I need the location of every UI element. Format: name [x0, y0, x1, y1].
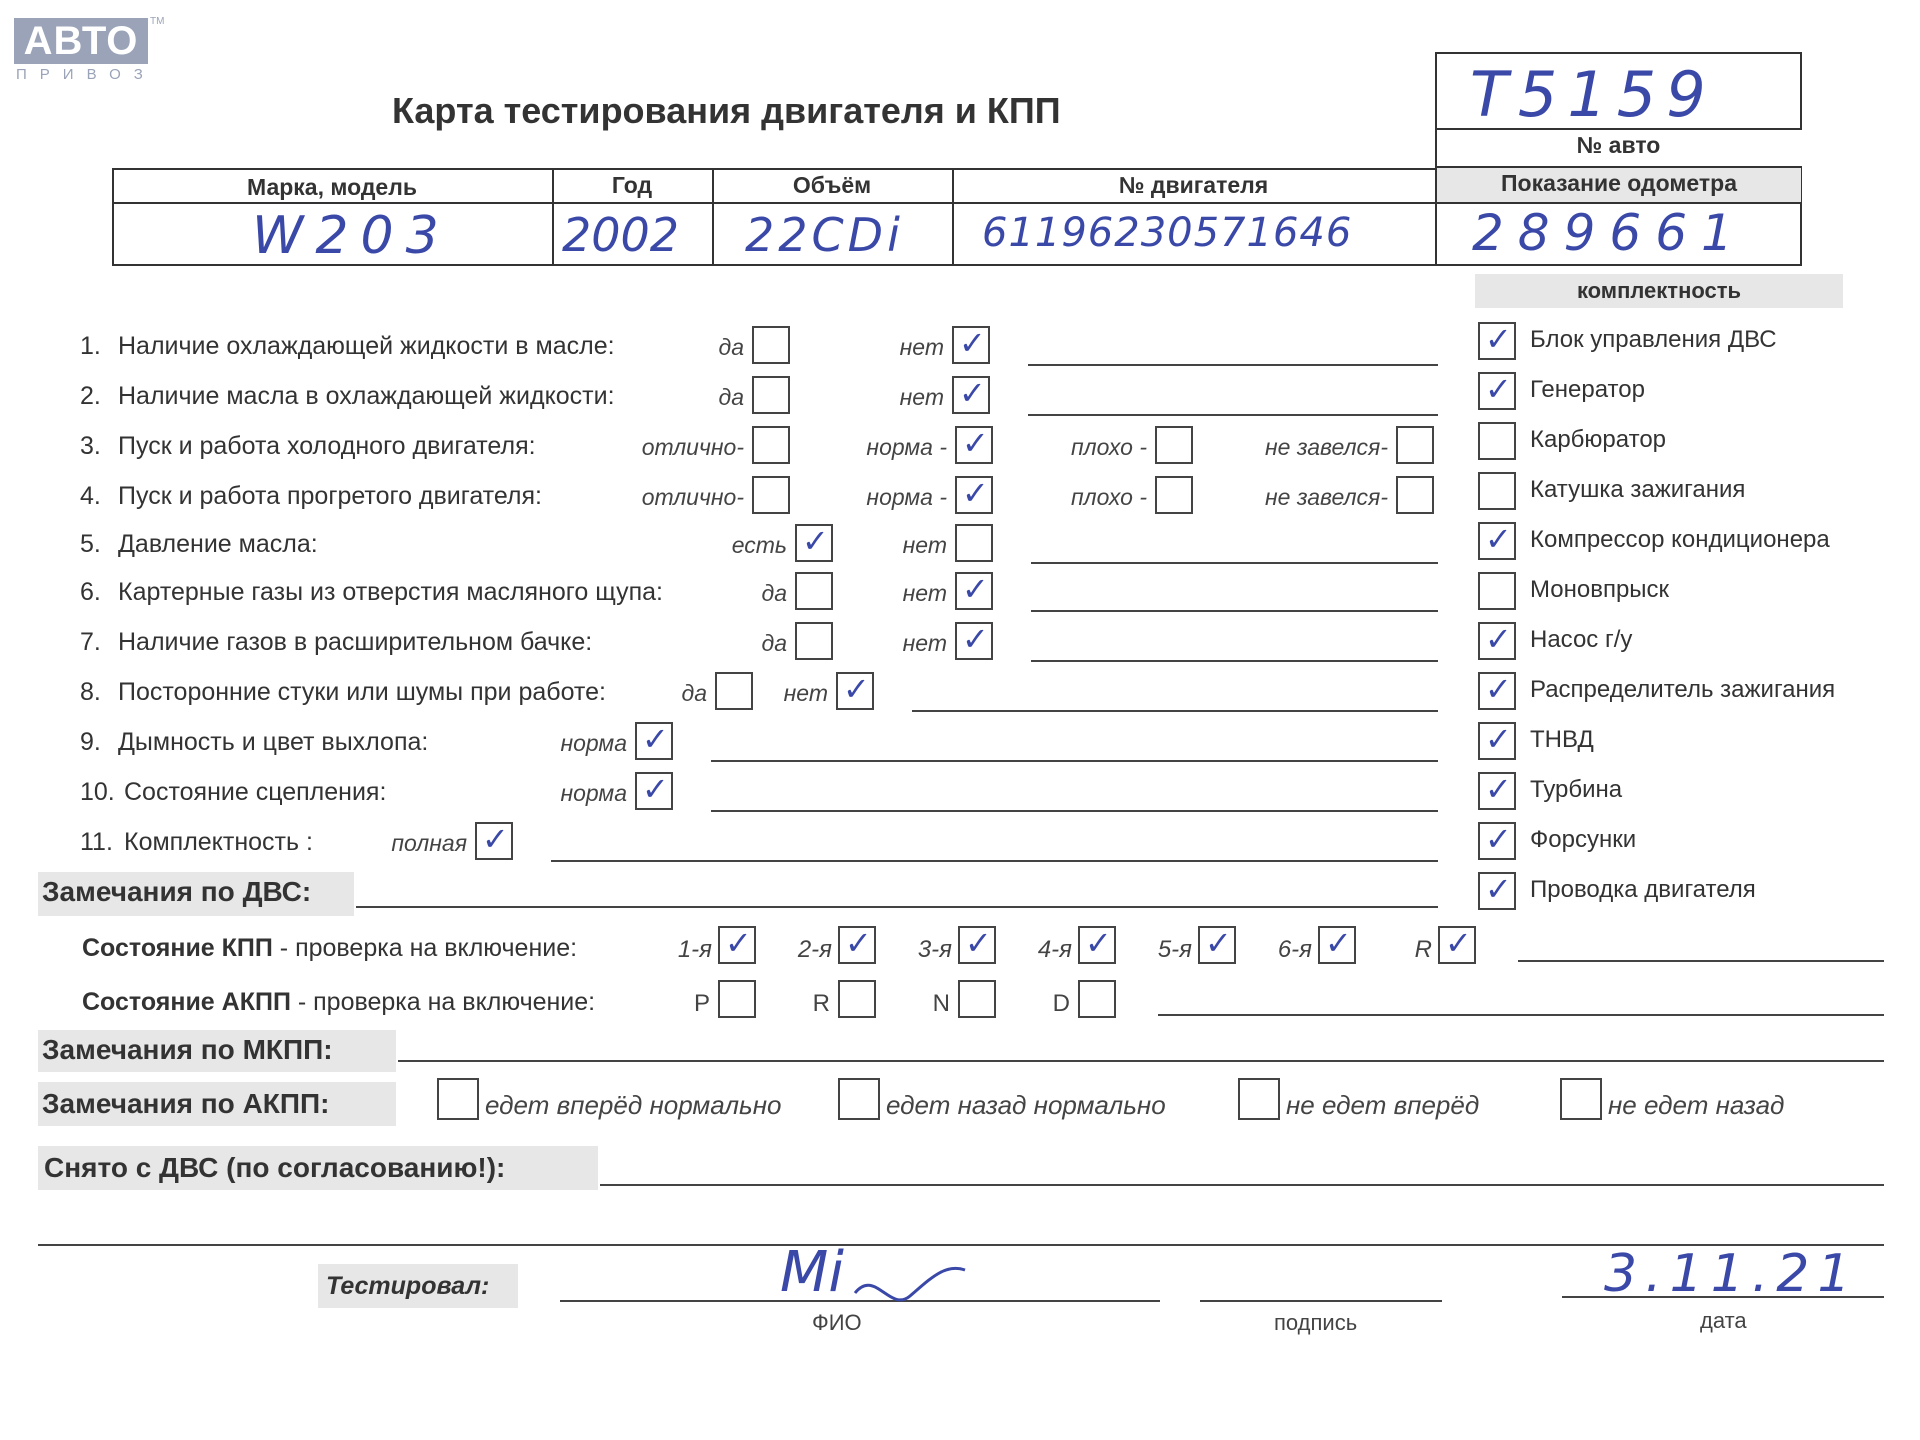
remarks-mkpp-line	[398, 1060, 1884, 1062]
komplektnost-item: Карбюратор	[1530, 426, 1667, 453]
question-number: 2.	[80, 382, 101, 410]
option-checkbox[interactable]	[635, 722, 673, 760]
komplektnost-item: Распределитель зажигания	[1530, 676, 1836, 703]
option-label: да	[761, 630, 787, 656]
akpp-mode-checkbox[interactable]	[838, 980, 876, 1018]
sign-line	[1200, 1300, 1442, 1302]
question-text: Дымность и цвет выхлопа:	[118, 728, 429, 756]
remarks-akpp-label: Замечания по АКПП:	[42, 1088, 330, 1119]
komplektnost-item: Турбина	[1530, 776, 1623, 803]
akpp-remark-label: не едет вперёд	[1286, 1090, 1480, 1120]
akpp-line	[1158, 1014, 1884, 1016]
option-label: плохо -	[1071, 434, 1147, 460]
question-text: Состояние сцепления:	[124, 778, 387, 806]
option-label: нет	[899, 334, 944, 360]
question-text: Пуск и работа прогретого двигателя:	[118, 482, 542, 510]
question-number: 5.	[80, 530, 101, 558]
trademark-mark: TM	[150, 16, 165, 27]
kpp-gear-label: 4-я	[1037, 936, 1072, 963]
answer-line	[711, 760, 1438, 762]
question-number: 1.	[80, 332, 101, 360]
question-number: 6.	[80, 578, 101, 606]
option-checkbox[interactable]	[635, 772, 673, 810]
kpp-label-bold: Состояние КПП	[82, 934, 273, 962]
akpp-remark-checkbox[interactable]	[1238, 1078, 1280, 1120]
komplektnost-checkbox[interactable]	[1478, 772, 1516, 810]
komplektnost-item: Блок управления ДВС	[1530, 326, 1777, 353]
auto-number-label: № авто	[1576, 132, 1661, 158]
komplektnost-checkbox[interactable]	[1478, 522, 1516, 560]
removed-label: Снято с ДВС (по согласованию!):	[44, 1152, 506, 1183]
fio-signature-stroke	[850, 1258, 970, 1318]
komplektnost-item: Катушка зажигания	[1530, 476, 1746, 503]
answer-line	[912, 710, 1438, 712]
option-label: плохо -	[1071, 484, 1147, 510]
question-text: Наличие газов в расширительном бачке:	[118, 628, 593, 656]
komplektnost-header: комплектность	[1475, 274, 1843, 308]
akpp-remark-label: не едет назад	[1608, 1090, 1785, 1120]
question-number: 11.	[80, 828, 113, 856]
option-label: норма	[560, 730, 627, 756]
question-text: Пуск и работа холодного двигателя:	[118, 432, 536, 460]
question-number: 3.	[80, 432, 101, 460]
option-label: да	[761, 580, 787, 606]
komplektnost-checkbox[interactable]	[1478, 872, 1516, 910]
kpp-label	[82, 934, 577, 963]
answer-line	[1031, 660, 1438, 662]
komplektnost-checkbox[interactable]	[1478, 472, 1516, 510]
option-label: да	[718, 384, 744, 410]
komplektnost-checkbox[interactable]	[1478, 422, 1516, 460]
akpp-label-rest: - проверка на включение:	[290, 988, 596, 1016]
komplektnost-item: Генератор	[1530, 376, 1645, 403]
answer-line	[1028, 414, 1438, 416]
option-label: есть	[731, 532, 787, 558]
option-label: норма -	[866, 434, 947, 460]
header-model: Марка, модель	[247, 174, 417, 200]
komplektnost-item: Насос г/у	[1530, 626, 1633, 653]
question-number: 10.	[80, 778, 115, 806]
option-label: да	[718, 334, 744, 360]
fio-label: ФИО	[812, 1310, 862, 1335]
question-text: Наличие масла в охлаждающей жидкости:	[118, 382, 615, 410]
option-checkbox[interactable]	[955, 622, 993, 660]
answer-line	[1028, 364, 1438, 366]
akpp-mode-checkbox[interactable]	[1078, 980, 1116, 1018]
answer-line	[711, 810, 1438, 812]
akpp-remark-label: едет вперёд нормально	[485, 1090, 782, 1120]
header-volume: Объём	[792, 172, 872, 198]
question-number: 9.	[80, 728, 101, 756]
page-title: Карта тестирования двигателя и КПП	[392, 90, 1061, 131]
value-odometer: 289661	[1472, 204, 1747, 262]
date-value: 3.11.21	[1604, 1244, 1859, 1304]
answer-line	[1031, 610, 1438, 612]
option-checkbox[interactable]	[836, 672, 874, 710]
value-model: W203	[252, 206, 451, 266]
value-year: 2002	[562, 208, 680, 262]
akpp-mode-label: D	[1052, 990, 1070, 1017]
question-number: 8.	[80, 678, 101, 706]
akpp-mode-checkbox[interactable]	[958, 980, 996, 1018]
option-label: не завелся-	[1264, 484, 1388, 510]
kpp-label-rest: - проверка на включение:	[272, 934, 578, 962]
header-year: Год	[611, 172, 653, 198]
option-label: норма	[560, 780, 627, 806]
komplektnost-item: Проводка двигателя	[1530, 876, 1756, 903]
akpp-mode-label: P	[693, 990, 710, 1017]
akpp-label-bold: Состояние АКПП	[82, 988, 291, 1016]
question-text: Наличие охлаждающей жидкости в масле:	[118, 332, 615, 360]
akpp-mode-label: N	[932, 990, 950, 1017]
option-label: нет	[902, 630, 947, 656]
komplektnost-checkbox[interactable]	[1478, 672, 1516, 710]
option-checkbox[interactable]	[952, 376, 990, 414]
akpp-mode-checkbox[interactable]	[718, 980, 756, 1018]
option-checkbox[interactable]	[955, 524, 993, 562]
kpp-gear-label: 2-я	[797, 936, 832, 963]
kpp-gear-label: 5-я	[1157, 936, 1192, 963]
header-engine-no: № двигателя	[1118, 172, 1269, 198]
komplektnost-item: Моновпрыск	[1530, 576, 1670, 603]
removed-line	[600, 1184, 1884, 1186]
answer-line	[551, 860, 1438, 862]
option-checkbox[interactable]	[1396, 426, 1434, 464]
komplektnost-checkbox[interactable]	[1478, 322, 1516, 360]
komplektnost-checkbox[interactable]	[1478, 622, 1516, 660]
brand-logo-sub: ПРИВОЗ	[16, 66, 156, 83]
option-checkbox[interactable]	[1396, 476, 1434, 514]
option-checkbox[interactable]	[955, 572, 993, 610]
option-checkbox[interactable]	[1155, 476, 1193, 514]
komplektnost-checkbox[interactable]	[1478, 722, 1516, 760]
odometer-top-line	[1435, 166, 1802, 168]
komplektnost-checkbox[interactable]	[1478, 372, 1516, 410]
header-odometer: Показание одометра	[1501, 170, 1737, 196]
komplektnost-item: ТНВД	[1530, 726, 1594, 753]
auto-number-value: Т5159	[1470, 58, 1716, 131]
akpp-remark-checkbox[interactable]	[838, 1078, 880, 1120]
question-number: 4.	[80, 482, 101, 510]
date-label: дата	[1700, 1308, 1747, 1333]
option-label: полная	[391, 830, 467, 856]
option-checkbox[interactable]	[475, 822, 513, 860]
akpp-remark-checkbox[interactable]	[437, 1078, 479, 1120]
question-text: Картерные газы из отверстия масляного щупа:	[118, 578, 663, 606]
option-label: норма -	[866, 484, 947, 510]
kpp-gear-label: 1-я	[677, 936, 712, 963]
komplektnost-checkbox[interactable]	[1478, 572, 1516, 610]
question-text: Комплектность :	[124, 828, 313, 856]
komplektnost-item: Компрессор кондиционера	[1530, 526, 1830, 553]
option-label: отлично-	[641, 484, 744, 510]
kpp-gear-checkbox[interactable]	[1438, 926, 1476, 964]
question-text: Посторонние стуки или шумы при работе:	[118, 678, 606, 706]
komplektnost-checkbox[interactable]	[1478, 822, 1516, 860]
option-label: да	[681, 680, 707, 706]
remarks-mkpp-label: Замечания по МКПП:	[42, 1034, 333, 1065]
option-label: нет	[783, 680, 828, 706]
remarks-dvs-label: Замечания по ДВС:	[42, 876, 312, 907]
option-label: нет	[899, 384, 944, 410]
option-label: нет	[902, 580, 947, 606]
kpp-gear-label: R	[1414, 936, 1432, 963]
value-volume: 22CDi	[745, 208, 904, 262]
fio-signature: Mi	[780, 1240, 844, 1305]
option-checkbox[interactable]	[952, 326, 990, 364]
col-sep-4	[1435, 130, 1437, 266]
kpp-line	[1518, 960, 1884, 962]
kpp-gear-label: 6-я	[1277, 936, 1312, 963]
akpp-remark-checkbox[interactable]	[1560, 1078, 1602, 1120]
answer-line	[1031, 562, 1438, 564]
akpp-mode-label: R	[812, 990, 830, 1017]
option-label: отлично-	[641, 434, 744, 460]
question-number: 7.	[80, 628, 101, 656]
option-checkbox[interactable]	[1155, 426, 1193, 464]
sign-label: подпись	[1274, 1310, 1358, 1335]
akpp-label	[82, 988, 595, 1017]
remarks-dvs-line	[356, 906, 1438, 908]
kpp-gear-label: 3-я	[917, 936, 952, 963]
tested-label: Тестировал:	[326, 1272, 490, 1300]
brand-logo: АВТО	[14, 18, 148, 64]
option-label: нет	[902, 532, 947, 558]
option-label: не завелся-	[1264, 434, 1388, 460]
komplektnost-item: Форсунки	[1530, 826, 1637, 853]
value-engine-no: 61196230571646	[982, 210, 1353, 256]
question-text: Давление масла:	[118, 530, 318, 558]
akpp-remark-label: едет назад нормально	[886, 1090, 1166, 1120]
